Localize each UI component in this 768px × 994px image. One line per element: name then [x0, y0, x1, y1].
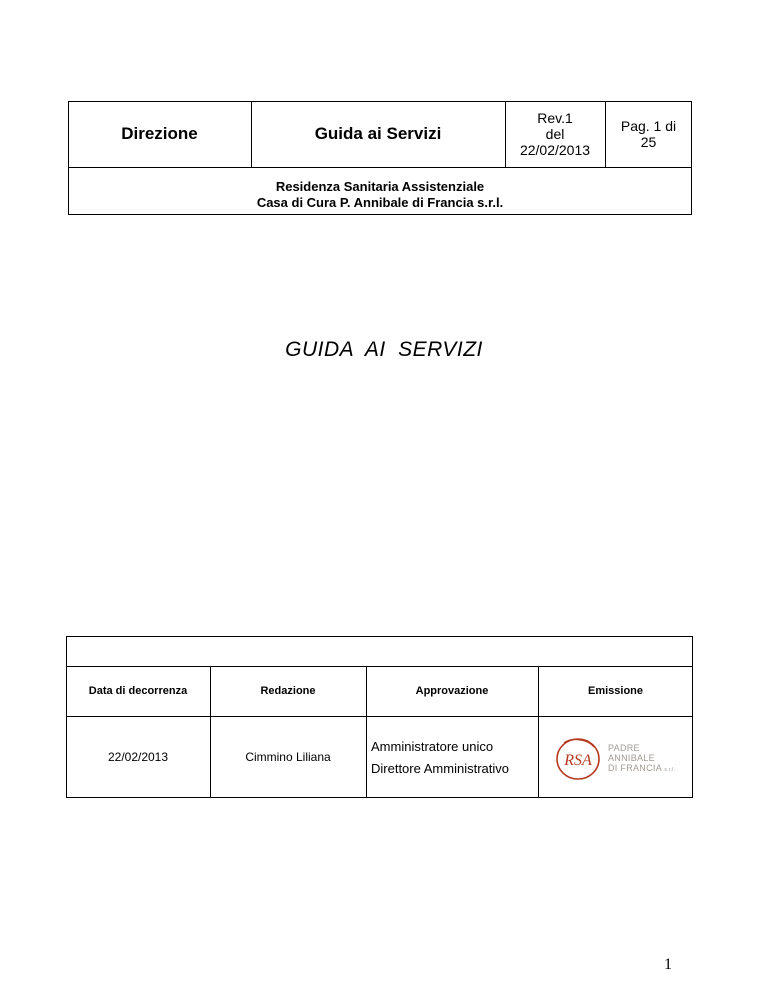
logo-text: PADRE ANNIBALE DI FRANCIA s.r.l. — [608, 743, 676, 773]
doc-title: Guida ai Servizi — [314, 124, 442, 143]
revision-date: 22/02/2013 — [519, 142, 591, 158]
department-cell — [68, 101, 251, 167]
approval-line: Amministratore unico — [371, 739, 494, 754]
page-number: 1 — [664, 956, 672, 973]
value-approval — [371, 736, 536, 780]
page-line: Pag. 1 di — [620, 118, 677, 134]
value-drafting: Cimmino Liliana — [245, 750, 331, 764]
department-label: Direzione — [121, 124, 198, 143]
main-title: GUIDA AI SERVIZI — [285, 338, 483, 361]
logo-mark-icon — [554, 735, 602, 783]
organization-line: Casa di Cura P. Annibale di Francia s.r.l. — [256, 195, 504, 210]
approval-line: Direttore Amministrativo — [371, 761, 509, 776]
page-total: 25 — [640, 134, 657, 150]
value-date: 22/02/2013 — [107, 750, 169, 764]
header-drafting: Redazione — [260, 685, 316, 697]
revision-cell — [505, 101, 605, 167]
header-issue: Emissione — [587, 685, 644, 697]
organization-line: Residenza Sanitaria Assistenziale — [275, 179, 485, 194]
revision-line: Rev.1 — [537, 110, 573, 126]
revision-line: del — [545, 126, 565, 142]
doc-title-cell — [251, 101, 505, 167]
divider — [68, 167, 692, 168]
organization-cell — [68, 176, 692, 214]
header-date: Data di decorrenza — [88, 685, 188, 697]
company-logo — [554, 735, 684, 783]
svg-text:RSA: RSA — [564, 752, 592, 769]
page-cell — [605, 101, 692, 167]
header-approval: Approvazione — [415, 685, 489, 697]
